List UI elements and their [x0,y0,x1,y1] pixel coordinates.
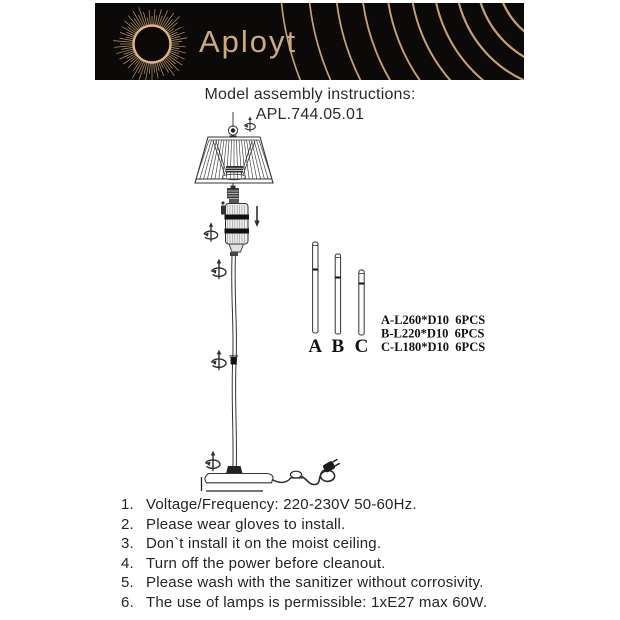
tube-label-a: A [308,336,323,357]
list-item [121,534,581,554]
list-item [121,515,581,535]
sunburst-logo-icon [113,7,187,80]
rotate-arrow-icon [212,259,226,279]
list-item [121,593,581,613]
item-text: Please wash with the sanitizer without corrosivity. [146,574,484,592]
pole [226,256,243,474]
shade-connector-bolt [228,183,239,198]
dimension-mark [202,477,264,491]
item-text: The use of lamps is permissible: 1xE27 max 60W. [146,593,488,611]
socket-hatch [228,205,245,243]
tube-label-b: B [331,336,345,357]
corner-rays-icon [280,3,524,80]
tube-spec-b: B-L220*D10 6PCS [381,326,485,341]
pole-foot [226,466,243,474]
brand-header [95,3,524,80]
tube-label-c: C [354,336,369,357]
tube-spec-a: A-L260*D10 6PCS [381,313,486,327]
list-item [121,554,581,574]
item-number: 6. [121,593,134,611]
shade-pleats [196,140,272,179]
socket-assembly [221,199,260,256]
item-text: Don`t install it on the moist ceiling. [146,535,382,553]
lampshade [195,137,273,183]
tube-c [359,270,364,335]
rotate-arrow-icon [212,350,226,370]
finial [228,126,237,142]
item-number: 4. [121,554,134,572]
item-number: 2. [121,515,134,533]
tube-spec-c: C-L180*D10 6PCS [381,340,486,354]
model-number: APL.744.05.01 [255,105,365,123]
tube-a [313,242,318,333]
plug-icon [322,458,340,474]
page-title: Model assembly instructions: [204,86,416,103]
instruction-list [121,495,581,613]
power-cord [272,458,341,485]
list-item [121,573,581,593]
rotate-arrow-icon [204,222,217,241]
item-number: 1. [121,496,134,513]
rotate-arrow-icon [206,451,220,471]
brand-logo-text: Aployt [199,23,298,59]
list-item [121,495,581,515]
item-number: 3. [121,535,134,553]
item-number: 5. [121,574,134,592]
item-text: Turn off the power before cleanout. [146,554,386,572]
tube-b [335,254,340,334]
header-decor [95,3,524,80]
item-text: Please wear gloves to install. [146,515,346,533]
item-text: Voltage/Frequency: 220-230V 50-60Hz. [146,496,417,513]
down-arrow-icon [254,206,259,227]
title-block [0,85,620,124]
base-plate [205,474,273,483]
shade-inner-structure [213,141,255,180]
inline-switch [290,471,301,478]
